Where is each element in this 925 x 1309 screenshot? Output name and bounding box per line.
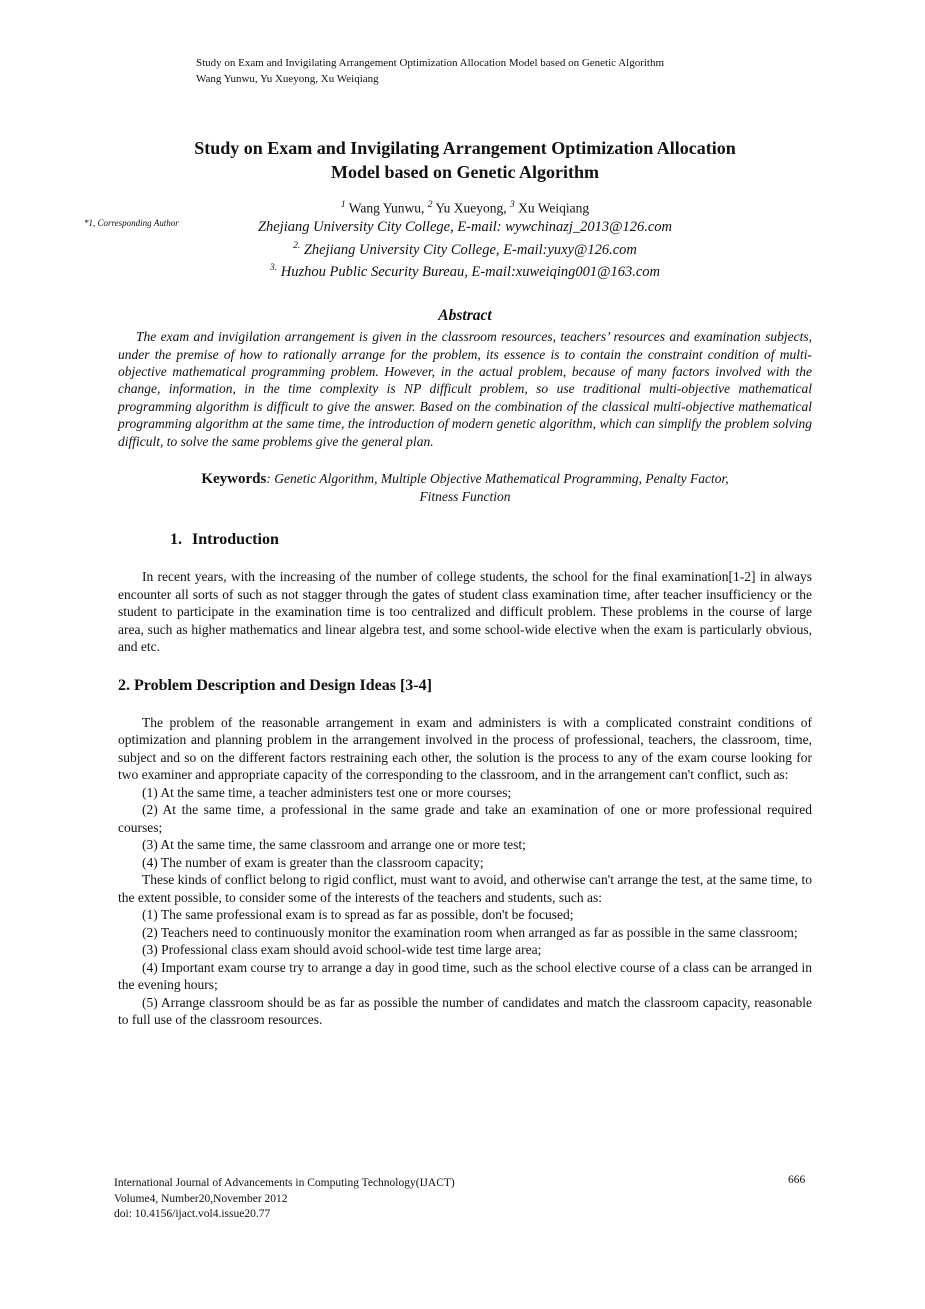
affiliation-3-text: Huzhou Public Security Bureau, E-mail:xuweiqing001@163.com [277, 264, 660, 281]
journal-name: International Journal of Advancements in Computing Technology(IJACT) [114, 1177, 455, 1189]
running-head-authors: Wang Yunwu, Yu Xueyong, Xu Weiqiang [196, 72, 379, 85]
author3-name: Xu Weiqiang [514, 200, 590, 216]
affiliation-1-text: Zhejiang University City College, E-mail: wywchinazj_2013@126.com [257, 218, 673, 235]
section-1-number: 1. [170, 531, 182, 548]
author2-superscript: 2 [427, 200, 433, 210]
abstract-paragraph: The exam and invigilation arrangement is given in the classroom resources, teachers’ resources and examination subjects, under the premise of how to rationally arrange for the problem, its essence is to contain the constraint condition of multi-objective mathematical programming problem. However, in the actual problem, because of many factors involved with the change, information, in the time complexity is NP difficult problem, so use traditional multi-objective mathematical programming algorithm is difficult to give the answer. Based on the combination of the classical multi-objective mathematical programming algorithm at the same time, the introduction of modern genetic algorithm, which can simplify the problem solving difficult, to solve the same problems give the general plan. [118, 329, 812, 449]
journal-volume: Volume4, Number20,November 2012 [114, 1192, 288, 1205]
authors-block [84, 196, 812, 282]
author3-superscript: 3 [510, 200, 515, 210]
author2-name: Yu Xueyong, [432, 200, 510, 216]
keywords-label: Keywords [201, 471, 267, 487]
soft-constraint-item: (4) Important exam course try to arrange a day in good time, such as the school elective course of a class can be arranged in the evening hours; [118, 959, 812, 992]
soft-constraint-item: (2) Teachers need to continuously monitor the examination room when arranged as far as possible in the same classroom; [142, 924, 798, 940]
paper-title-line2: Model based on Genetic Algorithm [331, 162, 599, 182]
soft-constraint-item: (1) The same professional exam is to spread as far as possible, don't be focused; [142, 907, 574, 922]
keywords-block [118, 470, 812, 506]
section-2-paragraph-2: These kinds of conflict belong to rigid conflict, must want to avoid, and otherwise can't arrange the test, at the same time, to the extent possible, to consider some of the interests of the teachers and students, such as: [118, 872, 812, 905]
journal-doi: doi: 10.4156/ijact.vol4.issue20.77 [114, 1208, 271, 1220]
keywords-line2: Fitness Function [419, 489, 511, 504]
section-2-paragraph-1: The problem of the reasonable arrangement in exam and administers is with a complicated constraint conditions of optimization and planning problem in the arrangement involved in the process of professional, teachers, the classroom, time, subject and so on the different factors restraining each other, the solution is the process to any of the exam course looking for two examiner and appropriate capacity of the corresponding to the classroom, and in the arrangement can't conflict, such as: [118, 714, 812, 782]
affiliation-2 [118, 237, 812, 260]
rigid-constraint-item: (2) At the same time, a professional in the same grade and take an examination of one or more professional required courses; [118, 802, 812, 835]
author1-name: Wang Yunwu, [345, 200, 428, 216]
section-1-heading [170, 530, 812, 550]
author-names-line [118, 196, 812, 218]
rigid-constraint-item: (3) At the same time, the same classroom and arrange one or more test; [142, 837, 526, 852]
soft-constraint-item: (3) Professional class exam should avoid school-wide test time large area; [142, 942, 542, 957]
affiliation-1 [118, 218, 812, 237]
affiliation-3 [118, 259, 812, 282]
paper-title-line1: Study on Exam and Invigilating Arrangement Optimization Allocation [194, 138, 736, 158]
paper-title [118, 136, 812, 184]
section-1-title: Introduction [192, 531, 279, 548]
keywords-list: : Genetic Algorithm, Multiple Objective Mathematical Programming, Penalty Factor, [266, 471, 729, 486]
running-head-title: Study on Exam and Invigilating Arrangement Optimization Allocation Model based on Genetic Algorithm [196, 57, 665, 69]
page-number: 666 [788, 1174, 806, 1186]
introduction-paragraph: In recent years, with the increasing of the number of college students, the school for the final examination[1-2] in always encounter all sorts of such as not stagger through the gates of student class examination time, after teacher insufficiency or the student to participate in the examination time is too centralized and difficult problem. These problems in the course of large area, such as higher mathematics and linear algebra test, and some school-wide elective when the exam is particularly obvious, and etc. [118, 569, 812, 654]
author1-superscript: 1 [340, 200, 346, 210]
affiliation-2-text: Zhejiang University City College, E-mail:yuxy@126.com [300, 241, 637, 258]
affiliation-3-superscript: 3. [269, 263, 278, 274]
journal-footer [114, 1176, 455, 1223]
soft-constraint-item: (5) Arrange classroom should be as far as possible the number of candidates and match the classroom capacity, reasonable to full use of the classroom resources. [118, 994, 812, 1027]
rigid-constraint-item: (4) The number of exam is greater than the classroom capacity; [142, 854, 484, 870]
abstract-heading: Abstract [438, 307, 492, 325]
section-2-heading: 2. Problem Description and Design Ideas [3-4] [118, 676, 432, 694]
affiliation-2-superscript: 2. [293, 240, 301, 251]
rigid-constraint-item: (1) At the same time, a teacher administers test one or more courses; [142, 784, 512, 800]
corresponding-author-note: *1, Corresponding Author [84, 218, 179, 228]
keywords-line1 [118, 470, 812, 488]
content-column [84, 0, 812, 1029]
